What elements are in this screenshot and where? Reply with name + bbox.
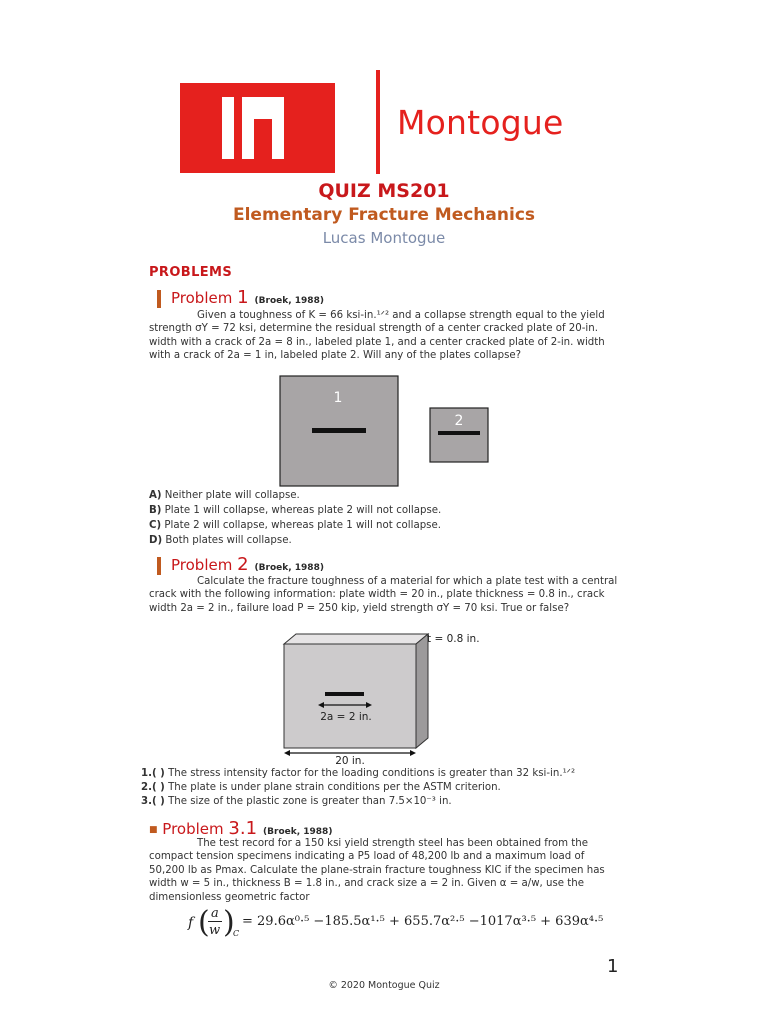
brand-name: Montogue	[397, 103, 564, 142]
answer-option-b[interactable]: B) Plate 1 will collapse, whereas plate 2 will not collapse.	[149, 505, 442, 516]
problem-marker	[157, 290, 161, 308]
answer-option-d[interactable]: D) Both plates will collapse.	[149, 535, 292, 546]
plate-side-face	[416, 634, 428, 748]
crack-label: 2a = 2 in.	[320, 711, 372, 723]
citation: (Broek, 1988)	[263, 827, 333, 837]
problem-3-text: The test record for a 150 ksi yield strength steel has been obtained from the compact tension specimens indicating a P5 load of 48,200 lb and a maximum load of 50,200 lb as Pmax. Calculate the plane-strain fracture toughness KIC if the specimen has width w = 5 in., thickness B = 1.8 in., and crack size a = 2 in. Given α = a/w, use the dimensionless geometric factor	[149, 838, 605, 903]
problem-3-heading: ■ Problem 3.1 (Broek, 1988)	[149, 818, 333, 839]
problem-1-figure	[270, 370, 500, 492]
square-bullet-icon: ■	[149, 825, 158, 835]
crack-2	[438, 431, 480, 435]
problem-2-text: Calculate the fracture toughness of a material for which a plate test with a central crack with the following information: plate width = 20 in., plate thickness = 0.8 in., crack width 2a = 2 in., failure load P = 250 kip, yield strength σY = 70 ksi. True or false?	[149, 576, 618, 614]
page-number: 1	[607, 956, 619, 977]
geometric-factor-formula: f ( a w ) C = 29.6α⁰·⁵ −185.5α¹·⁵ + 655.7α²·⁵ −1017α³·⁵ + 639α⁴·⁵	[188, 905, 604, 940]
section-heading: PROBLEMS	[149, 265, 233, 280]
quiz-title: QUIZ MS201	[318, 180, 450, 202]
plate-top-face	[284, 634, 428, 644]
crack	[325, 692, 364, 696]
plate-1-label: 1	[333, 390, 343, 406]
author-name: Lucas Montogue	[322, 229, 446, 247]
thickness-label: t = 0.8 in.	[427, 633, 480, 645]
citation: (Broek, 1988)	[254, 563, 324, 573]
answer-option-c[interactable]: C) Plate 2 will collapse, whereas plate 1 will not collapse.	[149, 520, 441, 531]
problem-2-heading: Problem 2 (Broek, 1988)	[171, 554, 324, 575]
plate-2-label: 2	[454, 413, 464, 429]
problem-2-figure	[270, 630, 510, 768]
logo-divider	[376, 70, 380, 174]
montogue-logo	[180, 83, 335, 173]
citation: (Broek, 1988)	[254, 296, 324, 306]
problem-1-text: Given a toughness of K = 66 ksi-in.¹ᐟ² and a collapse strength equal to the yield strength σY = 72 ksi, determine the residual strength of a center cracked plate of 20-in. width with a crack of 2a = 8 in., labeled plate 1, and a center cracked plate of 2-in. width with a crack of 2a = 1 in, labeled plate 2. Will any of the plates collapse?	[149, 310, 605, 362]
copyright: © 2020 Montogue Quiz	[328, 980, 440, 991]
answer-option-a[interactable]: A) Neither plate will collapse.	[149, 490, 300, 501]
crack-1	[312, 428, 366, 433]
statement-2[interactable]: 2.( ) The plate is under plane strain conditions per the ASTM criterion.	[141, 782, 501, 793]
statement-1[interactable]: 1.( ) The stress intensity factor for the loading conditions is greater than 32 ksi-in.¹ᐟ²	[141, 768, 576, 779]
statement-3[interactable]: 3.( ) The size of the plastic zone is greater than 7.5×10⁻³ in.	[141, 796, 452, 807]
quiz-subtitle: Elementary Fracture Mechanics	[232, 205, 536, 225]
problem-marker	[157, 557, 161, 575]
problem-1-heading: Problem 1 (Broek, 1988)	[171, 287, 324, 308]
width-label: 20 in.	[335, 755, 365, 767]
